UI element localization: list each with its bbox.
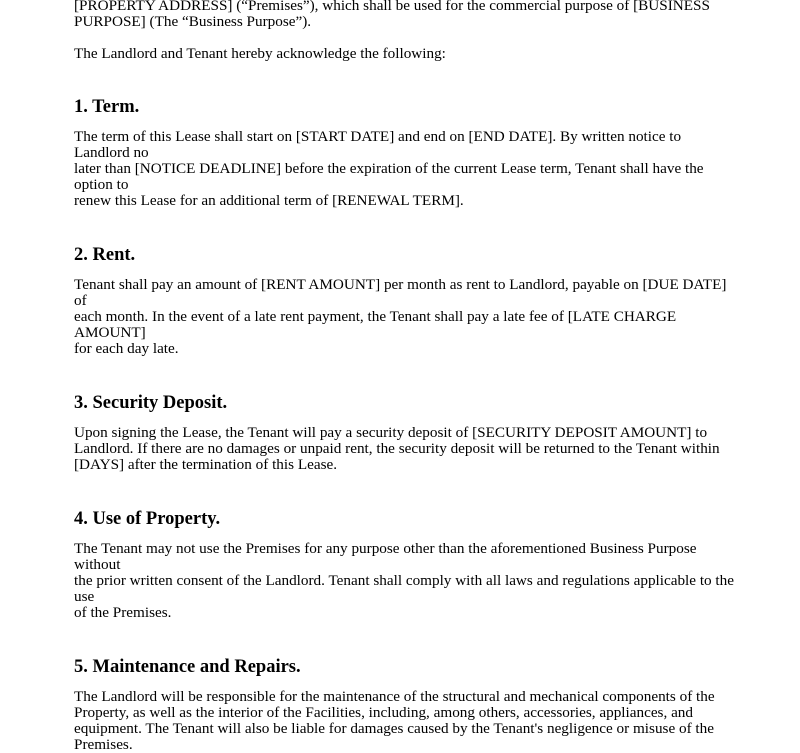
- section-term: [74, 96, 734, 209]
- lease-document: [74, 0, 734, 753]
- body-line: Upon signing the Lease, the Tenant will pay a security deposit of [SECURITY DEPOSIT AMOUNT] to: [74, 424, 708, 441]
- section-heading: 3. Security Deposit.: [74, 393, 228, 413]
- section-heading: 1. Term.: [74, 97, 140, 117]
- body-line: Tenant shall pay an amount of [RENT AMOUNT] per month as rent to Landlord, payable on [DUE DATE] of: [74, 276, 727, 309]
- body-line: of the Premises.: [74, 604, 172, 621]
- body-line: later than [NOTICE DEADLINE] before the expiration of the current Lease term, Tenant shall have the option to: [74, 160, 704, 193]
- section-body: [74, 129, 734, 209]
- section-body: [74, 277, 734, 357]
- body-line: Property, as well as the interior of the Facilities, including, among others, accessories, appliances, and: [74, 704, 693, 721]
- section-body: [74, 425, 734, 473]
- body-line: The term of this Lease shall start on [START DATE] and end on [END DATE]. By written notice to Landlord no: [74, 128, 682, 161]
- section-security-deposit: [74, 392, 734, 473]
- body-line: [DAYS] after the termination of this Lease.: [74, 456, 338, 473]
- section-rent: [74, 244, 734, 357]
- section-heading: 4. Use of Property.: [74, 509, 221, 529]
- section-heading: 5. Maintenance and Repairs.: [74, 657, 301, 677]
- section-body: [74, 541, 734, 621]
- section-body: [74, 689, 734, 753]
- intro-paragraph: [74, 0, 734, 30]
- body-line: for each day late.: [74, 340, 179, 357]
- intro-line: PURPOSE] (The “Business Purpose”).: [74, 13, 312, 30]
- section-use-of-property: [74, 508, 734, 621]
- body-line: Landlord. If there are no damages or unpaid rent, the security deposit will be returned to the Tenant within: [74, 440, 720, 457]
- acknowledge-paragraph: The Landlord and Tenant hereby acknowledge the following:: [74, 45, 446, 62]
- body-line: each month. In the event of a late rent payment, the Tenant shall pay a late fee of [LATE CHARGE AMOUNT]: [74, 308, 677, 341]
- body-line: Premises.: [74, 736, 133, 753]
- body-line: equipment. The Tenant will also be liable for damages caused by the Tenant's negligence or misuse of the: [74, 720, 714, 737]
- intro-line: [PROPERTY ADDRESS] (“Premises”), which shall be used for the commercial purpose of [BUSINESS: [74, 0, 710, 14]
- section-heading: 2. Rent.: [74, 245, 136, 265]
- body-line: renew this Lease for an additional term of [RENEWAL TERM].: [74, 192, 464, 209]
- section-maintenance-and-repairs: [74, 656, 734, 753]
- body-line: The Tenant may not use the Premises for any purpose other than the aforementioned Business Purpose without: [74, 540, 697, 573]
- body-line: the prior written consent of the Landlord. Tenant shall comply with all laws and regulations applicable to the use: [74, 572, 734, 605]
- body-line: The Landlord will be responsible for the maintenance of the structural and mechanical components of the: [74, 688, 715, 705]
